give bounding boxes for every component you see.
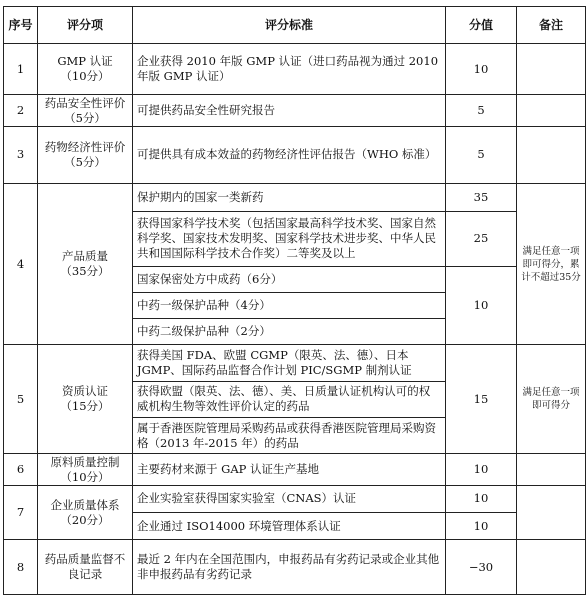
row-item: 药品质量监督不良记录 [38, 540, 133, 595]
row-criteria: 企业通过 ISO14000 环境管理体系认证 [133, 513, 446, 540]
row-score: 10 [446, 266, 517, 345]
row-no: 8 [4, 540, 38, 595]
row-criteria: 获得国家科学技术奖（包括国家最高科学技术奖、国家自然科学奖、国家技术发明奖、国家科学技术进步奖、中华人民共和国国际科学技术合作奖）二等奖及以上 [133, 212, 446, 267]
row-item: GMP 认证 （10分） [38, 44, 133, 95]
row-criteria: 获得欧盟（限英、法、德）、美、日质量认证机构认可的权威机构生物等效性评价认定的药品 [133, 381, 446, 417]
row-criteria: 企业实验室获得国家实验室（CNAS）认证 [133, 485, 446, 512]
row-score: 5 [446, 94, 517, 126]
row-criteria: 可提供具有成本效益的药物经济性评估报告（WHO 标准） [133, 127, 446, 184]
row-item: 原料质量控制 （10分） [38, 454, 133, 485]
row-note [517, 540, 586, 595]
row-criteria: 属于香港医院管理局采购药品或获得香港医院管理局采购资格（2013 年-2015 年）的药品 [133, 418, 446, 454]
row-note: 满足任意一项即可得分，累计不超过35分 [517, 183, 586, 345]
row-score: 5 [446, 127, 517, 184]
row-criteria: 最近 2 年内在全国范围内，申报药品有劣药记录或企业其他非申报药品有劣药记录 [133, 540, 446, 595]
row-note [517, 44, 586, 95]
row-no: 5 [4, 345, 38, 454]
row-score: 10 [446, 454, 517, 485]
row-item: 药品安全性评价 （5分） [38, 94, 133, 126]
row-score: 10 [446, 44, 517, 95]
row-criteria: 主要药材来源于 GAP 认证生产基地 [133, 454, 446, 485]
row-criteria: 保护期内的国家一类新药 [133, 183, 446, 211]
table-row [4, 94, 586, 126]
table-row [4, 127, 586, 184]
row-note: 满足任意一项即可得分 [517, 345, 586, 454]
table-row [4, 183, 586, 211]
row-no: 3 [4, 127, 38, 184]
scoring-table [3, 6, 586, 595]
row-criteria: 可提供药品安全性研究报告 [133, 94, 446, 126]
header-row [4, 7, 586, 44]
row-criteria: 中药二级保护品种（2分） [133, 319, 446, 345]
table-row [4, 485, 586, 512]
row-score: 35 [446, 183, 517, 211]
row-no: 4 [4, 183, 38, 345]
row-no: 2 [4, 94, 38, 126]
header-criteria: 评分标准 [133, 7, 446, 44]
header-item: 评分项 [38, 7, 133, 44]
header-no: 序号 [4, 7, 38, 44]
row-note [517, 94, 586, 126]
table-row [4, 454, 586, 485]
row-item: 资质认证 （15分） [38, 345, 133, 454]
row-item: 企业质量体系 （20分） [38, 485, 133, 540]
row-score: 25 [446, 212, 517, 267]
table-row [4, 345, 586, 381]
row-note [517, 127, 586, 184]
row-score: 10 [446, 513, 517, 540]
row-criteria: 国家保密处方中成药（6分） [133, 266, 446, 292]
header-score: 分值 [446, 7, 517, 44]
row-score: 10 [446, 485, 517, 512]
row-no: 7 [4, 485, 38, 540]
table-row [4, 44, 586, 95]
table-row [4, 540, 586, 595]
row-score: 15 [446, 345, 517, 454]
row-score: −30 [446, 540, 517, 595]
row-no: 6 [4, 454, 38, 485]
header-note: 备注 [517, 7, 586, 44]
row-criteria: 企业获得 2010 年版 GMP 认证（进口药品视为通过 2010 年版 GMP 认证） [133, 44, 446, 95]
row-note [517, 485, 586, 540]
row-item: 产品质量 （35分） [38, 183, 133, 345]
row-item: 药物经济性评价 （5分） [38, 127, 133, 184]
row-no: 1 [4, 44, 38, 95]
row-criteria: 中药一级保护品种（4分） [133, 292, 446, 318]
row-note [517, 454, 586, 485]
row-criteria: 获得美国 FDA、欧盟 CGMP（限英、法、德）、日本 JGMP、国际药品监督合作计划 PIC/SGMP 制剂认证 [133, 345, 446, 381]
